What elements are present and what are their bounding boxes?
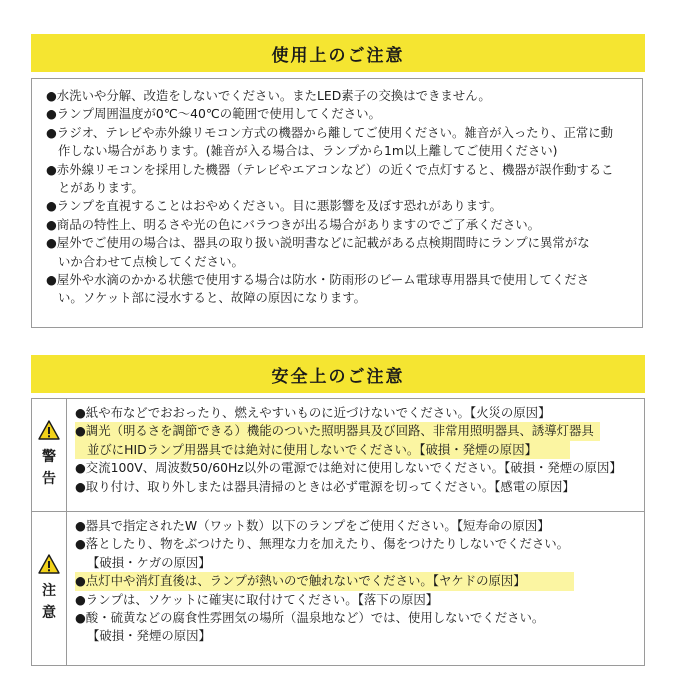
usage-line: ●屋外や水滴のかかる状態で使用する場合は防水・防雨形のビーム電球専用器具で使用してくださ	[46, 272, 590, 288]
usage-title-banner	[31, 34, 645, 72]
usage-line: ●水洗いや分解、改造をしないでください。またLED素子の交換はできません。	[46, 88, 491, 103]
caution-section	[32, 512, 644, 665]
safety-title: 安全上のご注意	[271, 366, 405, 387]
warning-line-highlighted: 並びにHIDランプ用器具では絶対に使用しないでください。【破損・発煙の原因】	[75, 441, 570, 459]
caution-line: ●ランプは、ソケットに確実に取付けてください。【落下の原因】	[75, 591, 439, 607]
usage-line: い。ソケット部に浸水すると、故障の原因になります。	[58, 290, 367, 306]
safety-title-banner	[31, 355, 645, 393]
warning-line-highlighted: ●調光（明るさを調節できる）機能のついた照明器具及び回路、非常用照明器具、誘導灯器具	[75, 422, 600, 440]
usage-line: ●屋外でご使用の場合は、器具の取り扱い説明書などに記載がある点検期間時にランプに異常がな	[46, 235, 590, 251]
usage-line: ●商品の特性上、明るさや光の色にバラつきが出る場合がありますのでご了承ください。	[46, 216, 541, 232]
caution-line: ●落としたり、物をぶつけたり、無理な力を加えたり、傷をつけたりしないでください。	[75, 536, 570, 552]
caution-line: 【破損・発煙の原因】	[87, 628, 211, 644]
safety-notes-box	[31, 398, 645, 666]
usage-line: ●赤外線リモコンを採用した機器（テレビやエアコンなど）の近くで点灯すると、機器が誤作動するこ	[46, 161, 614, 177]
caution-line: ●酸・硫黄などの腐食性雰囲気の場所（温泉地など）では、使用しないでください。	[75, 610, 545, 626]
usage-line: ●ランプを直視することはおやめください。目に悪影響を及ぼす恐れがあります。	[46, 198, 502, 214]
warning-label-column	[32, 399, 67, 511]
warning-label-char-2: 告	[42, 471, 56, 487]
warning-section	[32, 399, 644, 511]
warning-line: ●紙や布などでおおったり、燃えやすいものに近づけないでください。【火災の原因】	[75, 405, 551, 420]
usage-line: いか合わせて点検してください。	[58, 253, 244, 269]
warning-triangle-icon	[38, 420, 60, 440]
warning-content	[67, 399, 644, 511]
caution-line: ●器具で指定されたW（ワット数）以下のランプをご使用ください。【短寿命の原因】	[75, 518, 550, 533]
usage-line: ●ランプ周囲温度が0℃～40℃の範囲で使用してください。	[46, 106, 381, 122]
warning-line: ●取り付け、取り外しまたは器具清掃のときは必ず電源を切ってください。【感電の原因】	[75, 478, 575, 494]
warning-triangle-icon	[38, 554, 60, 574]
caution-label-column	[32, 512, 67, 665]
usage-title: 使用上のご注意	[271, 45, 405, 66]
warning-line: ●交流100V、周波数50/60Hz以外の電源では絶対に使用しないでください。【破損・発煙の原因】	[75, 460, 622, 476]
caution-content	[67, 512, 644, 665]
caution-line-highlighted: ●点灯中や消灯直後は、ランプが熱いので触れないでください。【ヤケドの原因】	[75, 572, 574, 590]
usage-line: 作しない場合があります。(雑音が入る場合は、ランプから1m以上離してご使用ください)	[58, 143, 558, 159]
usage-line: とがあります。	[58, 180, 144, 196]
usage-line: ●ラジオ、テレビや赤外線リモコン方式の機器から離してご使用ください。雑音が入ったり、正常に動	[46, 124, 614, 140]
warning-label-char-1: 警	[42, 449, 56, 465]
usage-notes-box	[31, 78, 643, 328]
caution-label-char-1: 注	[42, 582, 56, 599]
caution-line: 【破損・ケガの原因】	[87, 554, 211, 570]
caution-label-char-2: 意	[42, 604, 56, 621]
